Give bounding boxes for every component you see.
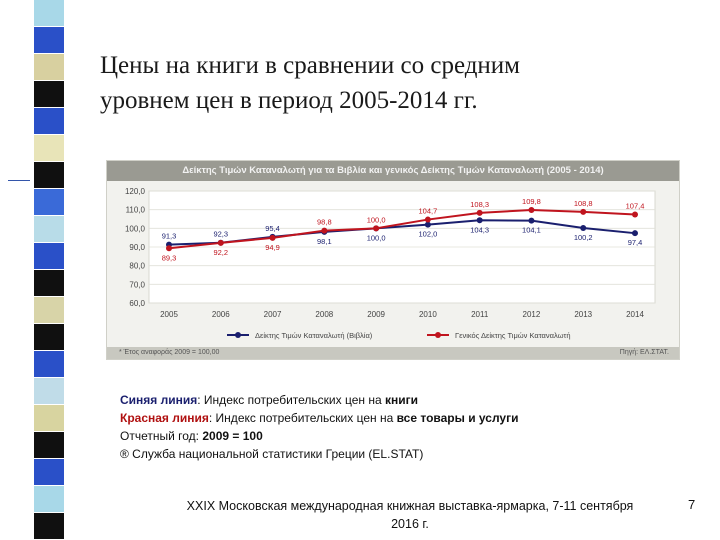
- stripe-block: [34, 108, 64, 134]
- stripe-block: [34, 54, 64, 80]
- stripe-block: [34, 405, 64, 431]
- decorative-stripe: [0, 0, 70, 540]
- stripe-block: [34, 324, 64, 350]
- data-label: 100,0: [366, 233, 386, 243]
- data-label: 97,4: [627, 238, 643, 248]
- y-tick-label: 120,0: [124, 187, 145, 196]
- data-label: 89,3: [161, 253, 177, 263]
- data-label: 92,3: [213, 229, 229, 239]
- y-tick-label: 60,0: [129, 299, 145, 308]
- x-tick-label: 2013: [574, 310, 593, 319]
- caption-text: : Индекс потребительских цен на: [208, 411, 397, 425]
- stripe-block: [34, 297, 64, 323]
- caption-bold: книги: [384, 393, 418, 407]
- stripe-block: [34, 162, 64, 188]
- data-label: 102,0: [418, 229, 438, 239]
- chart-title: Δείκτης Τιμών Καταναλωτή για τα Βιβλία και γενικός Δείκτης Τιμών Καταναλωτή (2005 - 2014): [107, 161, 679, 181]
- x-tick-label: 2010: [418, 310, 437, 319]
- data-point: [373, 225, 379, 231]
- data-label: 104,7: [418, 206, 438, 216]
- x-tick-label: 2007: [263, 310, 282, 319]
- caption-bold: 2009 = 100: [202, 429, 263, 443]
- stripe-block: [34, 27, 64, 53]
- stripe-block: [34, 81, 64, 107]
- stripe-block: [34, 459, 64, 485]
- data-point: [632, 230, 638, 236]
- caption-text: : Индекс потребительских цен на: [197, 393, 385, 407]
- caption-text: Отчетный год:: [120, 429, 203, 443]
- stripe-block: [34, 135, 64, 161]
- data-label: 107,4: [625, 201, 645, 211]
- stripe-block: [34, 486, 64, 512]
- data-point: [632, 212, 638, 218]
- data-point: [218, 240, 224, 246]
- legend-label: Δείκτης Τιμών Καταναλωτή (Βιβλία): [255, 331, 373, 340]
- caption-bold: все товары и услуги: [396, 411, 519, 425]
- x-tick-label: 2009: [367, 310, 386, 319]
- data-point: [580, 225, 586, 231]
- data-point: [580, 209, 586, 215]
- data-label: 91,3: [161, 231, 177, 241]
- y-tick-label: 110,0: [125, 205, 145, 215]
- data-point: [270, 235, 276, 241]
- footer-line-2: 2016 г.: [391, 517, 429, 531]
- title-line-1: Цены на книги в сравнении со средним: [100, 52, 521, 79]
- x-tick-label: 2006: [211, 310, 230, 319]
- data-point: [166, 245, 172, 251]
- caption: [120, 391, 518, 463]
- data-point: [321, 228, 327, 234]
- data-point: [477, 210, 483, 216]
- data-point: [425, 217, 431, 223]
- slide-footer: [140, 497, 680, 533]
- caption-line-base-year: [120, 427, 518, 445]
- data-point: [477, 217, 483, 223]
- stripe-block: [34, 378, 64, 404]
- data-label: 109,8: [522, 197, 541, 207]
- data-label: 108,8: [573, 198, 593, 208]
- data-label: 92,2: [213, 247, 229, 257]
- x-tick-label: 2011: [471, 310, 489, 319]
- stripe-block: [34, 351, 64, 377]
- x-tick-label: 2012: [522, 310, 541, 319]
- caption-line-blue: [120, 391, 518, 409]
- data-label: 94,9: [265, 242, 280, 252]
- blue-line-label: Синяя линия: [120, 393, 198, 407]
- stripe-block: [34, 216, 64, 242]
- title-line-2: уровнем цен в период 2005-2014 гг.: [100, 87, 478, 114]
- red-line-label: Красная линия: [120, 411, 209, 425]
- x-tick-label: 2005: [160, 310, 178, 319]
- footer-line-1: XXIX Московская международная книжная выставка-ярмарка, 7-11 сентября: [186, 499, 634, 513]
- data-label: 104,1: [522, 225, 541, 235]
- caption-line-source: [120, 445, 518, 463]
- legend-marker: [235, 332, 241, 338]
- legend-marker: [435, 332, 441, 338]
- x-tick-label: 2008: [315, 310, 334, 319]
- line-chart: [107, 181, 679, 347]
- data-label: 104,3: [470, 225, 490, 235]
- decorative-rule: [8, 180, 30, 181]
- caption-text: ® Служба национальной статистики Греции (EL.STAT): [120, 447, 424, 461]
- page-number: 7: [688, 497, 696, 512]
- data-label: 100,2: [573, 232, 593, 242]
- data-label: 98,1: [317, 236, 332, 246]
- data-label: 100,0: [366, 215, 386, 225]
- caption-line-red: [120, 409, 518, 427]
- data-point: [528, 218, 534, 224]
- stripe-block: [34, 0, 64, 26]
- y-tick-label: 70,0: [129, 280, 145, 290]
- y-tick-label: 100,0: [124, 224, 145, 234]
- chart-image: [106, 160, 680, 360]
- legend-label: Γενικός Δείκτης Τιμών Καταναλωτή: [455, 331, 571, 340]
- stripe-block: [34, 432, 64, 458]
- stripe-block: [34, 189, 64, 215]
- y-tick-label: 80,0: [129, 261, 145, 271]
- data-label: 98,8: [317, 217, 332, 227]
- chart-source: Πηγή: ΕΛ.ΣΤΑΤ.: [619, 349, 669, 356]
- stripe-block: [34, 270, 64, 296]
- slide-title: [100, 48, 660, 118]
- data-point: [528, 207, 534, 213]
- x-tick-label: 2014: [626, 310, 644, 319]
- y-tick-label: 90,0: [129, 243, 145, 252]
- data-label: 95,4: [265, 223, 280, 233]
- chart-footnote: * Έτος αναφοράς 2009 = 100,00: [119, 349, 220, 356]
- stripe-block: [34, 513, 64, 539]
- data-label: 108,3: [470, 199, 490, 209]
- stripe-block: [34, 243, 64, 269]
